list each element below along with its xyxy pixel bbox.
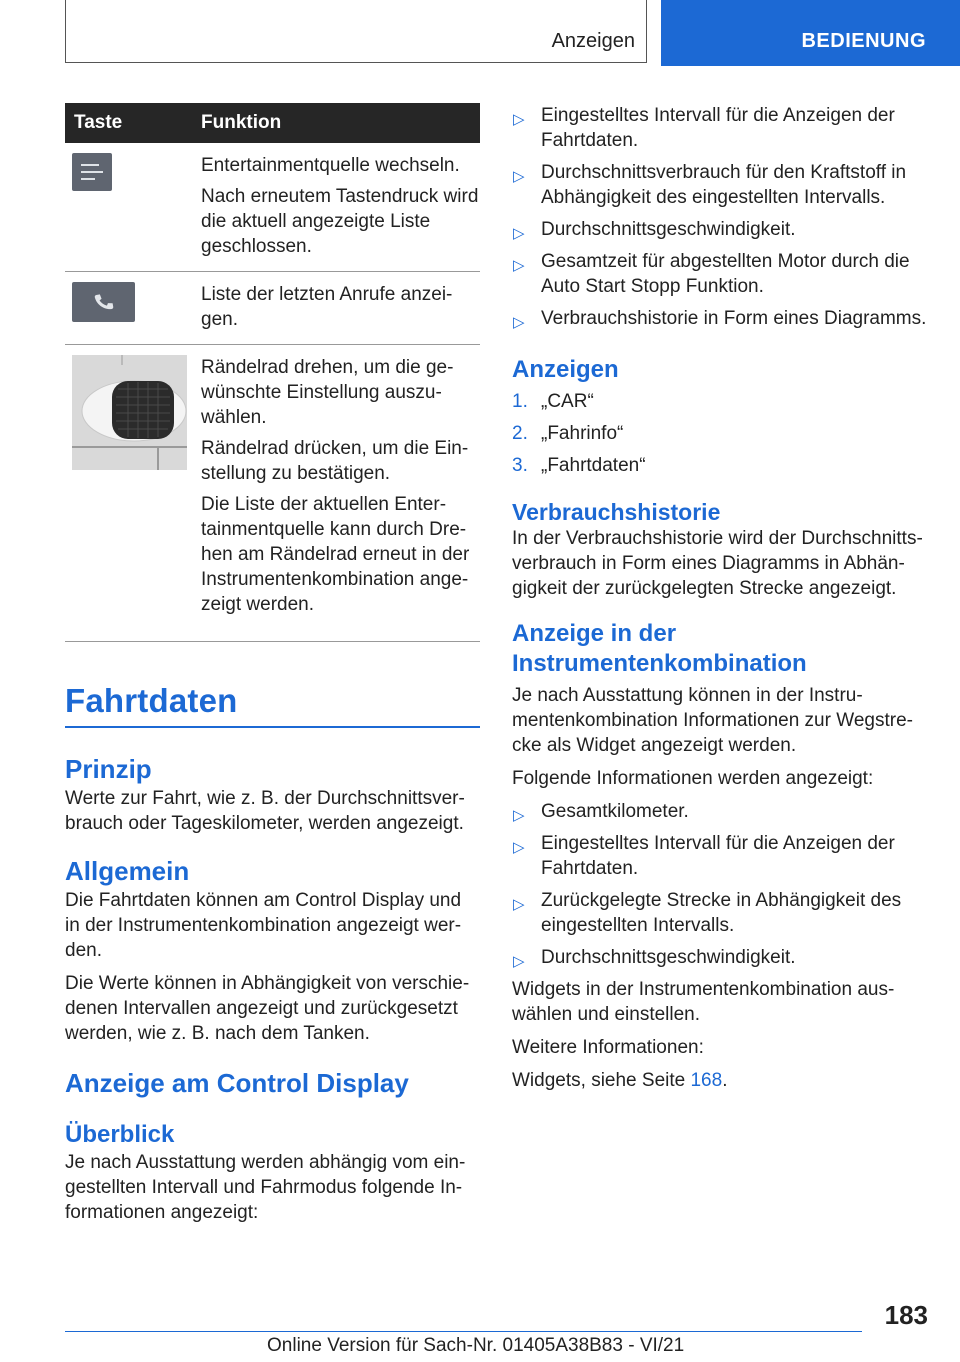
bullet-triangle-icon: ▷	[513, 314, 525, 331]
right-column	[512, 103, 932, 1093]
verbrauchshistorie-text: In der Verbrauchshistorie wird der Durchschnitts‐ verbrauch in Form eines Diagramms in Abhän‐ gigkeit der zurückgelegten Strecke angezeigt.	[512, 528, 923, 599]
instrument-text-3: Widgets in der Instrumentenkombination aus‐ wählen und einstellen.	[512, 979, 895, 1025]
phone-icon	[72, 282, 135, 322]
table-header-function: Funktion	[201, 112, 282, 133]
ueberblick-text: Je nach Ausstattung werden abhängig vom ein‐ gestellten Intervall und Fahrmodus folgende In‐ formationen angezeigt:	[65, 1152, 466, 1223]
left-column	[65, 103, 480, 1225]
key-function-table	[65, 103, 480, 642]
steps-list	[512, 389, 932, 478]
instrument-text-4: Weitere Informationen:	[512, 1037, 704, 1058]
widgets-reference: Widgets, siehe Seite 168.	[512, 1070, 728, 1091]
bullet-triangle-icon: ▷	[513, 896, 525, 913]
heading-verbrauchshistorie: Verbrauchshistorie	[512, 499, 721, 525]
list-item: 3. „Fahrtdaten“	[512, 455, 646, 476]
bullet-triangle-icon: ▷	[513, 111, 525, 128]
list-item: ▷ Zurückgelegte Strecke in Abhängigkeit des eingestellten Intervalls.	[513, 890, 902, 936]
section-title: Fahrtdaten	[65, 682, 238, 719]
section-title-rule	[65, 682, 480, 728]
info-list	[512, 103, 932, 331]
table-cell-text: Nach erneutem Tastendruck wird die aktuell angezeigte Liste geschlossen.	[201, 186, 479, 257]
list-item: ▷ Durchschnittsgeschwindigkeit.	[512, 217, 932, 242]
bullet-triangle-icon: ▷	[513, 225, 525, 242]
heading-ueberblick: Überblick	[65, 1121, 175, 1148]
list-item: ▷ Eingestelltes Intervall für die Anzeigen der Fahrtdaten.	[513, 105, 895, 151]
heading-prinzip: Prinzip	[65, 754, 152, 784]
bullet-triangle-icon: ▷	[513, 257, 525, 274]
bullet-triangle-icon: ▷	[513, 839, 525, 856]
heading-allgemein: Allgemein	[65, 856, 190, 886]
heading-anzeigen: Anzeigen	[512, 356, 619, 383]
table-header-key: Taste	[74, 112, 123, 133]
instrument-text-2: Folgende Informationen werden angezeigt:	[512, 768, 874, 789]
list-item: ▷ Gesamtzeit für abgestellten Motor durch die Auto Start Stopp Funktion.	[513, 251, 910, 297]
footer-rule	[65, 1331, 862, 1332]
instrument-text-1: Je nach Ausstattung können in der Instru‐ mentenkombination Informationen zur Wegstre‐ cke als Widget angezeigt werden.	[512, 685, 913, 756]
header-chapter-tab: BEDIENUNG	[661, 0, 960, 66]
list-item: 2. „Fahrinfo“	[512, 423, 624, 444]
table-row	[65, 345, 480, 642]
table-cell-text: Rändelrad drehen, um die ge‐ wünschte Einstellung auszu‐ wählen.	[201, 357, 454, 428]
bullet-triangle-icon: ▷	[513, 168, 525, 185]
heading-anzeige-instrumentenkombination: Anzeige in der Instrumentenkombination	[512, 620, 807, 677]
table-cell-text: Entertainmentquelle wechseln.	[201, 155, 460, 176]
instrument-info-list	[512, 799, 932, 970]
heading-anzeige-control-display: Anzeige am Control Display	[65, 1068, 409, 1098]
list-item: ▷ Durchschnittsverbrauch für den Kraftstoff in Abhängigkeit des eingestellten Intervalls.	[513, 162, 907, 208]
table-cell-text: Liste der letzten Anrufe anzei‐ gen.	[201, 284, 453, 330]
thumbwheel-image	[72, 355, 187, 470]
prinzip-text: Werte zur Fahrt, wie z. B. der Durchschnittsver‐ brauch oder Tageskilometer, werden angezeigt.	[65, 788, 465, 834]
menu-list-icon	[72, 153, 112, 191]
allgemein-text-1: Die Fahrtdaten können am Control Display und in der Instrumentenkombination angezeigt wer‐ den.	[65, 890, 462, 961]
allgemein-text-2: Die Werte können in Abhängigkeit von verschie‐ denen Intervallen angezeigt und zurückgesetzt werden, wie z. B. nach dem Tanken.	[65, 973, 470, 1044]
table-row	[65, 143, 480, 272]
list-item: ▷ Gesamtkilometer.	[512, 799, 932, 824]
list-item: ▷ Verbrauchshistorie in Form eines Diagramms.	[512, 306, 932, 331]
footer-text: Online Version für Sach-Nr. 01405A38B83 - VI/21	[267, 1335, 685, 1356]
table-cell-text: Rändelrad drücken, um die Ein‐ stellung zu bestätigen.	[201, 438, 469, 484]
list-item: ▷ Durchschnittsgeschwindigkeit.	[512, 945, 932, 970]
table-row	[65, 272, 480, 345]
page-number: 183	[884, 1300, 928, 1330]
list-item: 1. „CAR“	[512, 391, 594, 412]
list-item: ▷ Eingestelltes Intervall für die Anzeigen der Fahrtdaten.	[513, 833, 895, 879]
table-header	[65, 103, 480, 143]
header-section-title: Anzeigen	[551, 30, 635, 52]
table-cell-text: Die Liste der aktuellen Enter‐ tainmentquelle kann durch Dre‐ hen am Rändelrad erneut in der Instrumentenkombination ange‐ zeigt werden.	[201, 494, 470, 615]
page-link[interactable]: 168	[690, 1070, 723, 1091]
bullet-triangle-icon: ▷	[513, 953, 525, 970]
bullet-triangle-icon: ▷	[513, 807, 525, 824]
